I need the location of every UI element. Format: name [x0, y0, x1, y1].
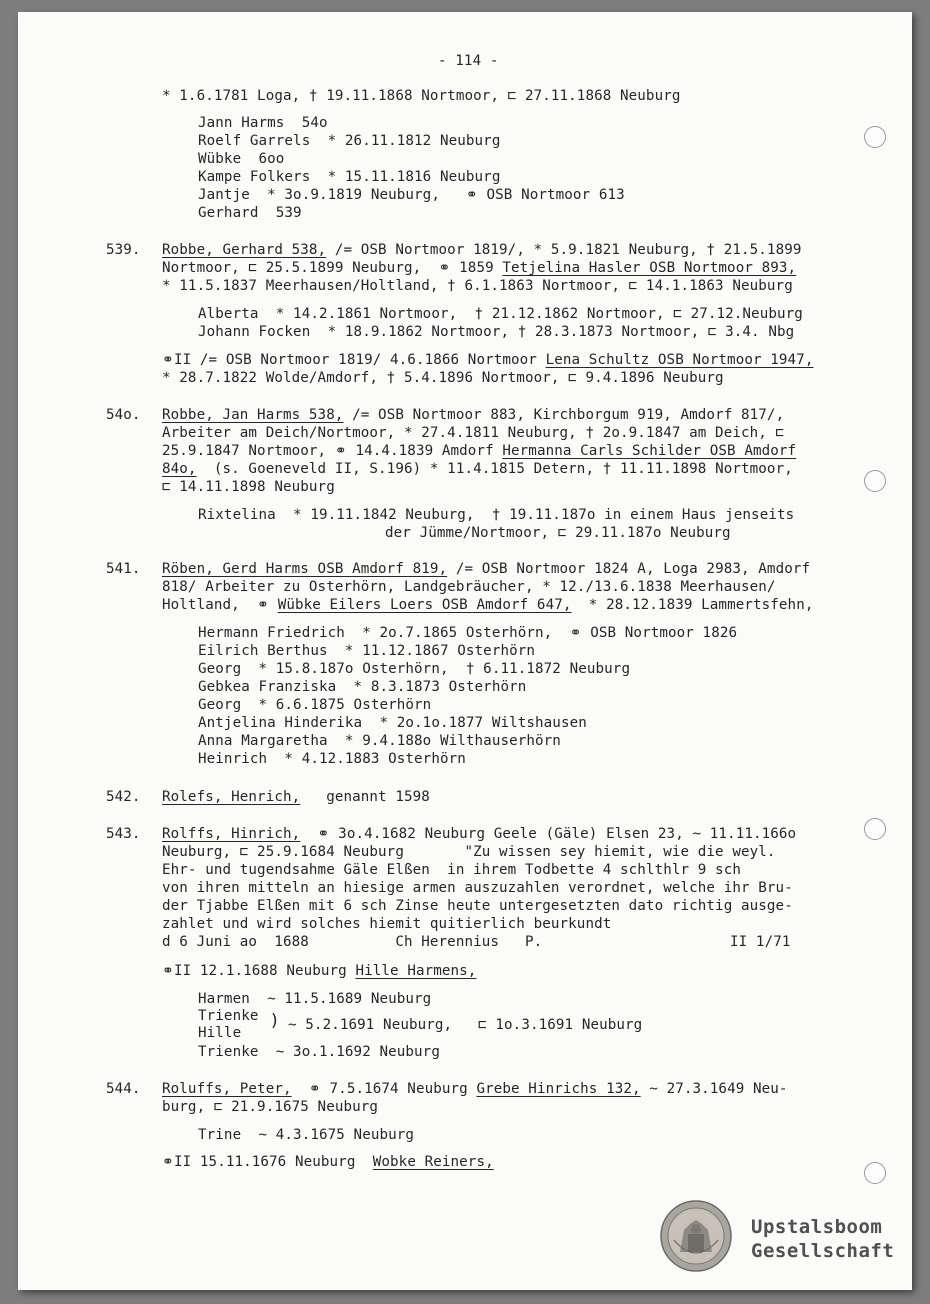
document-page — [18, 12, 912, 1290]
child-line: Anna Margaretha * 9.4.188o Wilthauserhörn — [198, 733, 561, 749]
child-line: Jann Harms 54o — [198, 115, 328, 131]
entry-540-line-3: 25.9.1847 Nortmoor, ⚭ 14.4.1839 Amdorf Hermanna Carls Schilder OSB Amdorf — [162, 443, 797, 459]
entry-number: 542. — [106, 789, 141, 805]
child-line: Wübke 6oo — [198, 151, 285, 167]
second-marriage-line: ⚭II /= OSB Nortmoor 1819/ 4.6.1866 Nortmoor Lena Schultz OSB Nortmoor 1947, — [162, 352, 814, 368]
source-reference: II 1/71 — [730, 934, 791, 950]
child-line: Jantje * 3o.9.1819 Neuburg, ⚭ OSB Nortmoor 613 — [198, 187, 625, 203]
child-line: Roelf Garrels * 26.11.1812 Neuburg — [198, 133, 501, 149]
punch-hole-3 — [864, 818, 886, 840]
entry-name: Röben, Gerd Harms OSB Amdorf 819, — [162, 561, 448, 577]
entry-number: 543. — [106, 826, 141, 842]
entry-543-line-3: Ehr- und tugendsahme Gäle Elßen in ihrem Todbette 4 schlthlr 9 sch — [162, 862, 741, 878]
child-line: Trienke — [198, 1008, 259, 1024]
entry-541-line-1: Röben, Gerd Harms OSB Amdorf 819, /= OSB Nortmoor 1824 A, Loga 2983, Amdorf — [162, 561, 811, 577]
entry-number: 541. — [106, 561, 141, 577]
entry-number: 544. — [106, 1081, 141, 1097]
entry-543-line-2: Neuburg, ⊏ 25.9.1684 Neuburg "Zu wissen sey hiemit, wie die weyl. — [162, 844, 776, 860]
child-line: Gerhard 539 — [198, 205, 302, 221]
entry-541-line-3: Holtland, ⚭ Wübke Eilers Loers OSB Amdorf 647, * 28.12.1839 Lammertsfehn, — [162, 597, 814, 613]
punch-hole-2 — [864, 470, 886, 492]
punch-hole-1 — [864, 126, 886, 148]
entry-544-line-1: Roluffs, Peter, ⚭ 7.5.1674 Neuburg Grebe Hinrichs 132, ~ 27.3.1649 Neu- — [162, 1081, 788, 1097]
entry-number: 54o. — [106, 407, 141, 423]
entry-543-line-6: zahlet und wird solches hiemit quitierlich beurkundt — [162, 916, 612, 932]
child-line: Trienke ~ 3o.1.1692 Neuburg — [198, 1044, 440, 1060]
child-line: Georg * 15.8.187o Osterhörn, † 6.11.1872 Neuburg — [198, 661, 631, 677]
child-line: der Jümme/Nortmoor, ⊏ 29.11.187o Neuburg — [385, 525, 731, 541]
second-marriage-line: ⚭II 12.1.1688 Neuburg Hille Harmens, — [162, 963, 477, 979]
spouse-name: Grebe Hinrichs 132, — [476, 1081, 641, 1097]
twin-bracket: ) — [271, 1011, 278, 1031]
entry-number: 539. — [106, 242, 141, 258]
second-marriage-line: ⚭II 15.11.1676 Neuburg Wobke Reiners, — [162, 1154, 494, 1170]
entry-540-line-2: Arbeiter am Deich/Nortmoor, * 27.4.1811 Neuburg, † 2o.9.1847 am Deich, ⊏ — [162, 425, 785, 441]
entry-542-line-1: Rolefs, Henrich, genannt 1598 — [162, 789, 430, 805]
entry-544-line-2: burg, ⊏ 21.9.1675 Neuburg — [162, 1099, 379, 1115]
entry-name: Robbe, Jan Harms 538, — [162, 407, 344, 423]
entry-543-line-5: der Tjabbe Elßen mit 6 sch Zinse heute untergesetzten dato richtig ausge- — [162, 898, 793, 914]
spouse-name: Hille Harmens, — [355, 963, 477, 979]
child-line: Hille — [198, 1025, 242, 1041]
child-line: Johann Focken * 18.9.1862 Nortmoor, † 28.3.1873 Nortmoor, ⊏ 3.4. Nbg — [198, 324, 795, 340]
child-line: Kampe Folkers * 15.11.1816 Neuburg — [198, 169, 501, 185]
entry-543-line-7: d 6 Juni ao 1688 Ch Herennius P. — [162, 934, 543, 950]
punch-hole-4 — [864, 1162, 886, 1184]
society-seal — [660, 1200, 732, 1272]
entry-name: Robbe, Gerhard 538, — [162, 242, 327, 258]
second-marriage-details: * 28.7.1822 Wolde/Amdorf, † 5.4.1896 Nortmoor, ⊏ 9.4.1896 Neuburg — [162, 370, 724, 386]
child-line: Eilrich Berthus * 11.12.1867 Osterhörn — [198, 643, 536, 659]
spouse-name: Hermanna Carls Schilder OSB Amdorf — [502, 443, 797, 459]
page-number: - 114 - — [438, 53, 499, 69]
brand-name-line-2: Gesellschaft — [751, 1240, 895, 1262]
child-line: Georg * 6.6.1875 Osterhörn — [198, 697, 432, 713]
child-line: Gebkea Franziska * 8.3.1873 Osterhörn — [198, 679, 527, 695]
child-line: Trine ~ 4.3.1675 Neuburg — [198, 1127, 415, 1143]
child-line: Hermann Friedrich * 2o.7.1865 Osterhörn, ⚭ OSB Nortmoor 1826 — [198, 625, 738, 641]
spouse-name: Tetjelina Hasler OSB Nortmoor 893, — [502, 260, 797, 276]
entry-name: Roluffs, Peter, — [162, 1081, 292, 1097]
brand-name-line-1: Upstalsboom — [751, 1216, 883, 1238]
child-line: Harmen ~ 11.5.1689 Neuburg — [198, 991, 432, 1007]
spouse-name: Wobke Reiners, — [372, 1154, 494, 1170]
child-line: Alberta * 14.2.1861 Nortmoor, † 21.12.1862 Nortmoor, ⊏ 27.12.Neuburg — [198, 306, 803, 322]
entry-540-line-1: Robbe, Jan Harms 538, /= OSB Nortmoor 883, Kirchborgum 919, Amdorf 817/, — [162, 407, 785, 423]
entry-name: Rolffs, Hinrich, — [162, 826, 301, 842]
entry-541-line-2: 818/ Arbeiter zu Osterhörn, Landgebräucher, * 12./13.6.1838 Meerhausen/ — [162, 579, 776, 595]
entry-540-line-4: 84o, (s. Goeneveld II, S.196) * 11.4.1815 Detern, † 11.11.1898 Nortmoor, — [162, 461, 793, 477]
spouse-name: Wübke Eilers Loers OSB Amdorf 647, — [277, 597, 572, 613]
continuation-line: * 1.6.1781 Loga, † 19.11.1868 Nortmoor, ⊏ 27.11.1868 Neuburg — [162, 88, 681, 104]
twins-line: ~ 5.2.1691 Neuburg, ⊏ 1o.3.1691 Neuburg — [288, 1017, 643, 1033]
entry-540-line-5: ⊏ 14.11.1898 Neuburg — [162, 479, 335, 495]
entry-543-line-1: Rolffs, Hinrich, ⚭ 3o.4.1682 Neuburg Geele (Gäle) Elsen 23, ~ 11.11.166o — [162, 826, 797, 842]
entry-543-line-4: von ihren mitteln an hiesige armen auszuzahlen verordnet, welche ihr Bru- — [162, 880, 793, 896]
child-line: Rixtelina * 19.11.1842 Neuburg, † 19.11.187o in einem Haus jenseits — [198, 507, 795, 523]
entry-name: Rolefs, Henrich, — [162, 789, 301, 805]
child-line: Heinrich * 4.12.1883 Osterhörn — [198, 751, 466, 767]
entry-539-line-2: Nortmoor, ⊏ 25.5.1899 Neuburg, ⚭ 1859 Tetjelina Hasler OSB Nortmoor 893, — [162, 260, 797, 276]
entry-539-line-3: * 11.5.1837 Meerhausen/Holtland, † 6.1.1863 Nortmoor, ⊏ 14.1.1863 Neuburg — [162, 278, 793, 294]
child-line: Antjelina Hinderika * 2o.1o.1877 Wiltshausen — [198, 715, 587, 731]
entry-539-line-1: Robbe, Gerhard 538, /= OSB Nortmoor 1819/, * 5.9.1821 Neuburg, † 21.5.1899 — [162, 242, 802, 258]
spouse-name: Lena Schultz OSB Nortmoor 1947, — [545, 352, 814, 368]
